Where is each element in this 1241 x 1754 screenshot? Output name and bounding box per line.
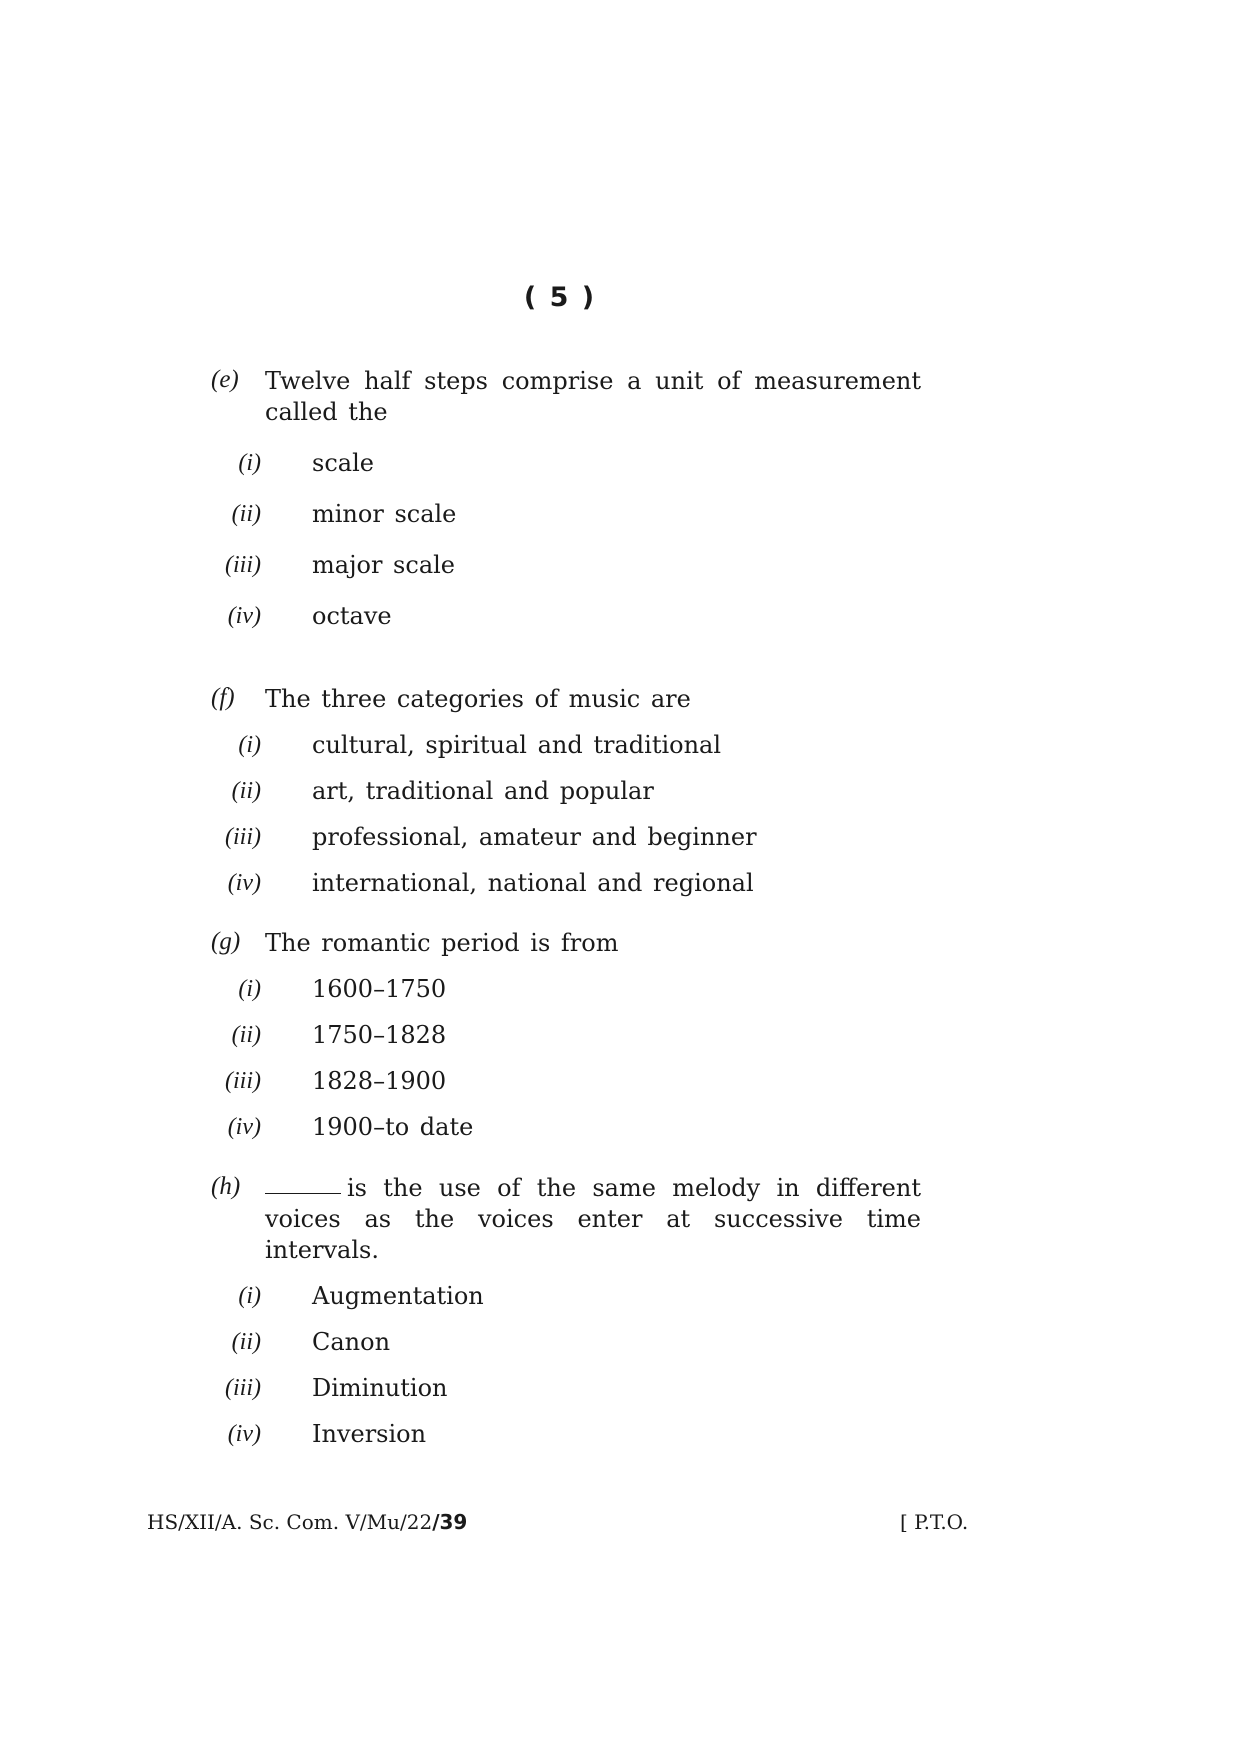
option-item: [211, 730, 921, 776]
question-f: [211, 684, 921, 914]
option-label: (ii): [231, 1329, 261, 1355]
option-text: 1828–1900: [312, 1067, 447, 1095]
option-label: (i): [238, 976, 261, 1002]
options-list: [211, 1281, 921, 1465]
footer-pto: [ P.T.O.: [900, 1510, 969, 1534]
option-item: [211, 1373, 921, 1419]
question-e: [211, 366, 921, 652]
option-text: professional, amateur and beginner: [312, 823, 757, 851]
question-text: Twelve half steps comprise a unit of measurement called the: [265, 367, 921, 426]
option-label: (iv): [227, 870, 261, 896]
option-text: Inversion: [312, 1420, 427, 1448]
option-label: (iv): [227, 603, 261, 629]
option-item: [211, 974, 921, 1020]
option-item: [211, 1327, 921, 1373]
question-text-body: is the use of the same melody in different voices as the voices enter at successive time intervals.: [265, 1174, 921, 1264]
option-label: (i): [238, 732, 261, 758]
question-h: [211, 1173, 921, 1465]
option-label: (iii): [225, 1068, 261, 1094]
question-text: The romantic period is from: [265, 929, 619, 957]
option-label: (ii): [231, 778, 261, 804]
option-text: cultural, spiritual and traditional: [312, 731, 722, 759]
option-label: (ii): [231, 501, 261, 527]
option-text: 1750–1828: [312, 1021, 447, 1049]
option-item: [211, 1112, 921, 1158]
footer-paper-code: [147, 1510, 467, 1534]
question-text: The three categories of music are: [265, 685, 691, 713]
answer-blank: [265, 1193, 341, 1194]
option-item: [211, 1281, 921, 1327]
option-label: (iii): [225, 552, 261, 578]
options-list: [211, 730, 921, 914]
option-item: [211, 822, 921, 868]
option-item: [211, 550, 921, 601]
option-text: art, traditional and popular: [312, 777, 654, 805]
footer-code-suffix: /39: [432, 1510, 468, 1534]
option-text: 1600–1750: [312, 975, 447, 1003]
option-label: (iii): [225, 1375, 261, 1401]
options-list: [211, 448, 921, 652]
page-number: ( 5 ): [523, 282, 597, 313]
option-item: [211, 868, 921, 914]
option-text: Augmentation: [312, 1282, 484, 1310]
option-item: [211, 448, 921, 499]
option-item: [211, 776, 921, 822]
option-text: Diminution: [312, 1374, 448, 1402]
option-text: international, national and regional: [312, 869, 754, 897]
option-item: [211, 1020, 921, 1066]
option-label: (iv): [227, 1114, 261, 1140]
option-text: 1900–to date: [312, 1113, 474, 1141]
option-item: [211, 1066, 921, 1112]
option-item: [211, 1419, 921, 1465]
option-text: major scale: [312, 551, 456, 579]
option-text: Canon: [312, 1328, 391, 1356]
option-label: (iii): [225, 824, 261, 850]
question-text: [265, 1173, 921, 1266]
option-label: (i): [238, 1283, 261, 1309]
option-text: scale: [312, 449, 374, 477]
question-label: (f): [211, 684, 235, 711]
option-text: octave: [312, 602, 392, 630]
option-text: minor scale: [312, 500, 457, 528]
footer-code-text: HS/XII/A. Sc. Com. V/Mu/22: [147, 1510, 433, 1534]
question-label: (h): [211, 1173, 241, 1200]
option-item: [211, 601, 921, 652]
option-label: (ii): [231, 1022, 261, 1048]
question-label: (g): [211, 928, 241, 955]
option-item: [211, 499, 921, 550]
question-g: [211, 928, 921, 1158]
options-list: [211, 974, 921, 1158]
option-label: (iv): [227, 1421, 261, 1447]
option-label: (i): [238, 450, 261, 476]
question-label: (e): [211, 366, 239, 393]
